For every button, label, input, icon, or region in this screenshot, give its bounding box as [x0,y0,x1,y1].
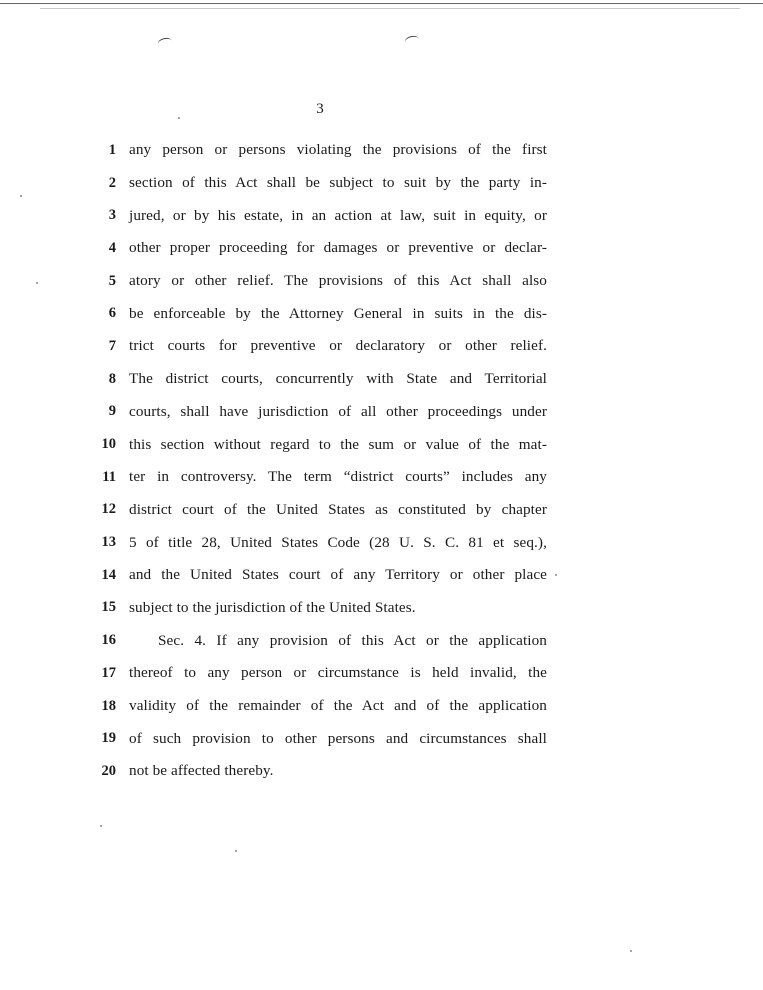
line-text: atory or other relief. The provisions of this Act shall also [129,272,547,290]
page-number: 3 [316,101,324,117]
line-text: The district courts, concurrently with State and Territorial [129,370,547,388]
scan-speck [20,195,22,197]
text-line [92,396,562,429]
line-text: be enforceable by the Attorney General in suits in the dis- [129,304,547,322]
text-line [92,494,562,527]
text-line [92,722,562,755]
line-number: 15 [101,599,116,616]
line-number: 8 [108,370,116,387]
printer-mark-right [404,35,420,47]
line-number: 13 [101,534,116,551]
text-line [92,461,562,494]
line-number: 2 [108,174,116,191]
line-number: 5 [108,272,116,289]
text-line [92,755,562,788]
text-line [92,559,562,592]
line-number: 17 [101,664,116,681]
line-text: any person or persons violating the provisions of the first [129,141,547,159]
text-line [92,167,562,200]
line-number: 12 [101,501,116,518]
text-line [92,363,562,396]
text-line [92,428,562,461]
line-text: ter in controversy. The term “district courts” includes any [129,468,547,486]
line-number: 6 [108,305,116,322]
text-line [92,265,562,298]
text-line [92,134,562,167]
line-text: of such provision to other persons and circumstances shall [129,729,547,747]
text-line [92,199,562,232]
text-line [92,232,562,265]
scan-edge-top [0,3,763,4]
text-line [92,657,562,690]
line-number: 9 [108,403,116,420]
line-number: 18 [101,697,116,714]
line-number: 11 [102,468,116,485]
line-text: 5 of title 28, United States Code (28 U. S. C. 81 et seq.), [129,533,547,551]
text-line [92,526,562,559]
scan-speck [100,825,102,827]
line-text: jured, or by his estate, in an action at law, suit in equity, or [129,206,547,224]
line-text: courts, shall have jurisdiction of all other proceedings under [129,402,547,420]
line-number: 10 [101,436,116,453]
text-line [92,690,562,723]
line-number: 19 [101,730,116,747]
line-text: thereof to any person or circumstance is held invalid, the [129,664,547,682]
line-text: trict courts for preventive or declaratory or other relief. [129,337,547,355]
scan-edge-shadow [40,8,740,9]
line-number: 20 [101,762,116,779]
text-line [92,624,562,657]
text-line [92,592,562,625]
line-number: 4 [108,239,116,256]
line-text: validity of the remainder of the Act and of the application [129,697,547,715]
line-number: 3 [108,207,116,224]
line-text: section of this Act shall be subject to suit by the party in- [129,174,547,192]
line-number: 14 [101,566,116,583]
scan-speck [36,282,38,284]
line-number: 16 [101,632,116,649]
scan-speck [235,850,237,852]
line-text: not be affected thereby. [129,762,274,780]
section-heading-line: Sec. 4. If any provision of this Act or the application [158,631,547,649]
scan-speck [630,950,632,952]
line-text: district court of the United States as constituted by chapter [129,500,547,518]
line-text: other proper proceeding for damages or preventive or declar- [129,239,547,257]
line-text: and the United States court of any Territory or other place [129,566,547,584]
line-number: 7 [108,337,116,354]
line-number: 1 [108,141,116,158]
line-text: subject to the jurisdiction of the United States. [129,598,416,616]
text-line [92,330,562,363]
bill-text [92,134,562,788]
line-text: this section without regard to the sum or value of the mat- [129,435,547,453]
text-line [92,297,562,330]
printer-mark-left [157,37,173,49]
